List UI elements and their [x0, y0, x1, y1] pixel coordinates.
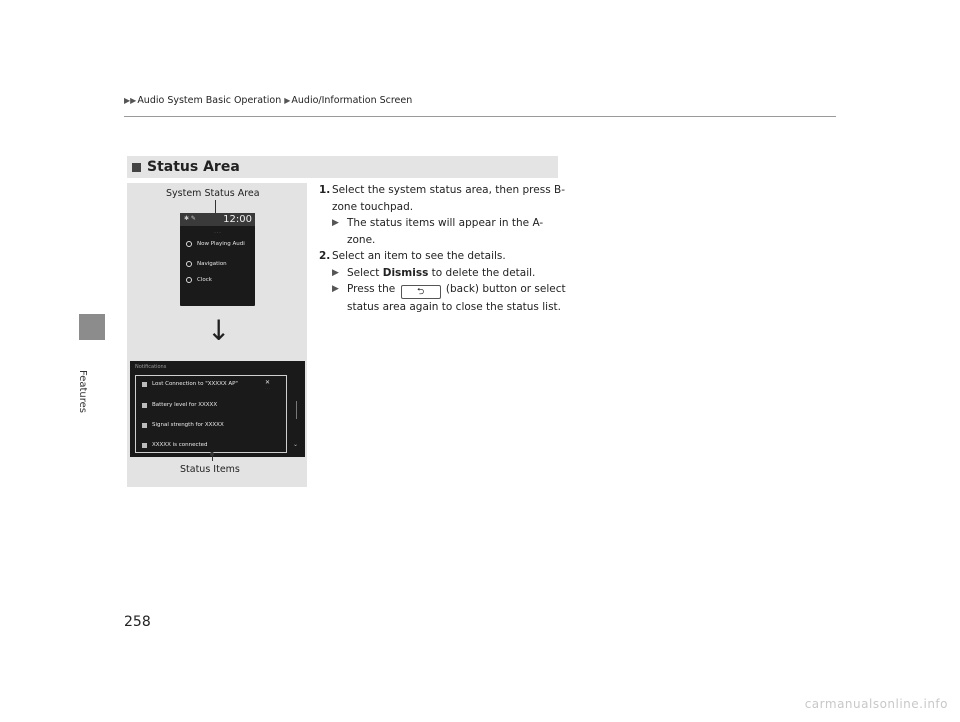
- list-item: Now Playing Audi: [186, 241, 245, 247]
- result-arrow-icon: ▶: [332, 284, 339, 294]
- down-arrow-icon: ↓: [207, 314, 231, 347]
- list-item: XXXXX is connected: [142, 442, 208, 448]
- breadcrumb-arrow-icon: ▶▶: [124, 96, 137, 105]
- breadcrumb-arrow-icon: ▶: [284, 96, 291, 105]
- clock-icon: [186, 277, 192, 283]
- screen-header: Notifications: [135, 364, 167, 370]
- status-area-screen: [180, 213, 255, 306]
- watermark: carmanualsonline.info: [804, 697, 948, 711]
- header-divider: [124, 116, 836, 117]
- navigation-icon: [186, 261, 192, 267]
- scrollbar: [296, 401, 297, 419]
- screen-header: · · ·: [214, 230, 221, 235]
- chevron-down-icon: ⌄: [293, 441, 299, 448]
- close-icon: ✕ · · ·: [265, 379, 271, 390]
- section-square-icon: [132, 163, 141, 172]
- pointer-line: [212, 455, 213, 461]
- figure-label-bottom: Status Items: [180, 464, 240, 475]
- list-item: Battery level for XXXXX: [142, 402, 217, 408]
- breadcrumb-item-1[interactable]: Audio System Basic Operation: [137, 95, 282, 106]
- bluetooth-icon: [142, 443, 147, 448]
- list-item: Signal strength for XXXXX: [142, 422, 224, 428]
- side-section-label: Features: [77, 370, 88, 413]
- list-item: Lost Connection to "XXXXX AP": [142, 381, 238, 387]
- step-2-result-1: ▶ Select Dismiss to delete the detail.: [319, 265, 569, 282]
- result-arrow-icon: ▶: [332, 267, 339, 278]
- section-header: [127, 156, 558, 178]
- wifi-icon: [142, 382, 147, 387]
- section-tab: [79, 314, 105, 340]
- signal-icon: [142, 423, 147, 428]
- step-2-result-2: ▶ Press the ⮌ (back) button or select status area again to close the status list.: [332, 283, 566, 313]
- step-2: 2. Select an item to see the details.: [319, 250, 506, 262]
- status-icons: ✱ ✎: [184, 215, 196, 222]
- list-item: Navigation: [186, 261, 227, 267]
- breadcrumb-item-2[interactable]: Audio/Information Screen: [291, 95, 413, 106]
- page-number: 258: [124, 614, 151, 630]
- figure-panel: [127, 183, 307, 487]
- clock-time: 12:00: [223, 214, 252, 225]
- list-item: Clock: [186, 277, 212, 283]
- battery-icon: [142, 403, 147, 408]
- breadcrumb: [124, 95, 412, 106]
- step-1: 1. Select the system status area, then press B-zone touchpad.: [319, 184, 565, 213]
- result-arrow-icon: ▶: [332, 218, 339, 228]
- step-1-result: ▶ The status items will appear in the A-zone.: [332, 217, 544, 246]
- status-items-screen: [130, 361, 305, 457]
- section-title: Status Area: [147, 159, 240, 175]
- instruction-steps: [319, 182, 569, 316]
- speaker-icon: [186, 241, 192, 247]
- back-button-icon: ⮌: [401, 285, 441, 299]
- figure-label-top: System Status Area: [166, 188, 260, 199]
